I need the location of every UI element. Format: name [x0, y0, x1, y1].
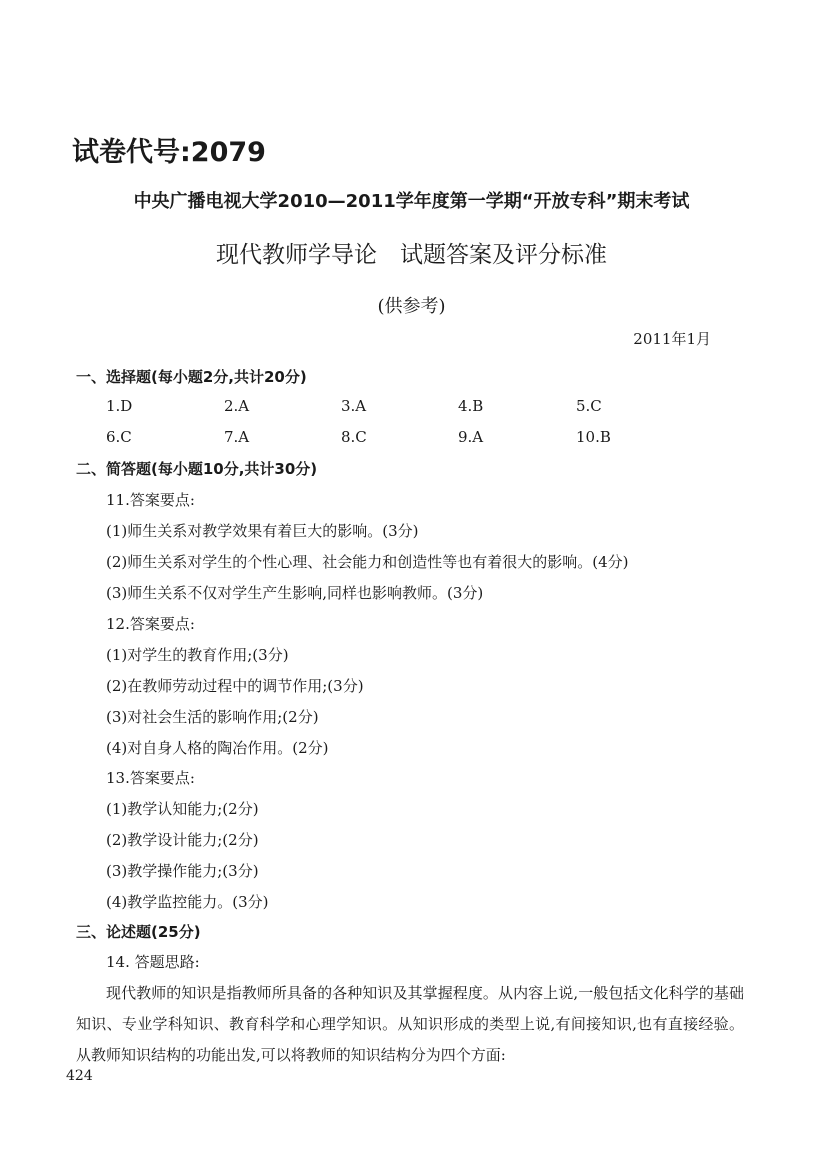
- answer-10: 10.B: [576, 428, 611, 446]
- answer-6: 6.C: [106, 428, 132, 446]
- q11-item-3: (3)师生关系不仅对学生产生影响,同样也影响教师。(3分): [106, 584, 484, 602]
- answer-9: 9.A: [458, 428, 484, 446]
- exam-code: 试卷代号:2079: [72, 137, 266, 168]
- q12-item-3: (3)对社会生活的影响作用;(2分): [106, 708, 319, 726]
- q12-item-2: (2)在教师劳动过程中的调节作用;(3分): [106, 677, 364, 695]
- answer-7: 7.A: [224, 428, 250, 446]
- q13-item-3: (3)教学操作能力;(3分): [106, 862, 259, 880]
- q12-label: 12.答案要点:: [106, 615, 195, 633]
- course-subtitle: 现代教师学导论 试题答案及评分标准: [216, 242, 607, 268]
- q13-item-4: (4)教学监控能力。(3分): [106, 893, 269, 911]
- answer-4: 4.B: [458, 397, 484, 415]
- section-2-title: 二、简答题(每小题10分,共计30分): [76, 460, 318, 478]
- q11-item-1: (1)师生关系对教学效果有着巨大的影响。(3分): [106, 522, 419, 540]
- answer-2: 2.A: [224, 397, 250, 415]
- exam-title: 中央广播电视大学2010—2011学年度第一学期“开放专科”期末考试: [133, 191, 690, 212]
- page-number: 424: [66, 1068, 93, 1084]
- reference-note: (供参考): [377, 296, 446, 317]
- section-3-title: 三、论述题(25分): [76, 923, 201, 941]
- q14-paragraph: 现代教师的知识是指教师所具备的各种知识及其掌握程度。从内容上说,一般包括文化科学的基础知识、专业学科知识、教育科学和心理学知识。从知识形成的类型上说,有间接知识,也有直接经验。从教师知识结构的功能出发,可以将教师的知识结构分为四个方面:: [76, 984, 744, 1064]
- answer-3: 3.A: [341, 397, 367, 415]
- q14-label: 14. 答题思路:: [106, 953, 200, 971]
- q12-item-1: (1)对学生的教育作用;(3分): [106, 646, 289, 664]
- answer-8: 8.C: [341, 428, 367, 446]
- q11-item-2: (2)师生关系对学生的个性心理、社会能力和创造性等也有着很大的影响。(4分): [106, 553, 629, 571]
- q13-item-2: (2)教学设计能力;(2分): [106, 831, 259, 849]
- answer-5: 5.C: [576, 397, 602, 415]
- section-1-title: 一、选择题(每小题2分,共计20分): [76, 368, 307, 386]
- q13-item-1: (1)教学认知能力;(2分): [106, 800, 259, 818]
- q13-label: 13.答案要点:: [106, 769, 195, 787]
- q12-item-4: (4)对自身人格的陶冶作用。(2分): [106, 739, 329, 757]
- q11-label: 11.答案要点:: [106, 491, 195, 509]
- answer-1: 1.D: [106, 397, 133, 415]
- exam-date: 2011年1月: [633, 330, 711, 348]
